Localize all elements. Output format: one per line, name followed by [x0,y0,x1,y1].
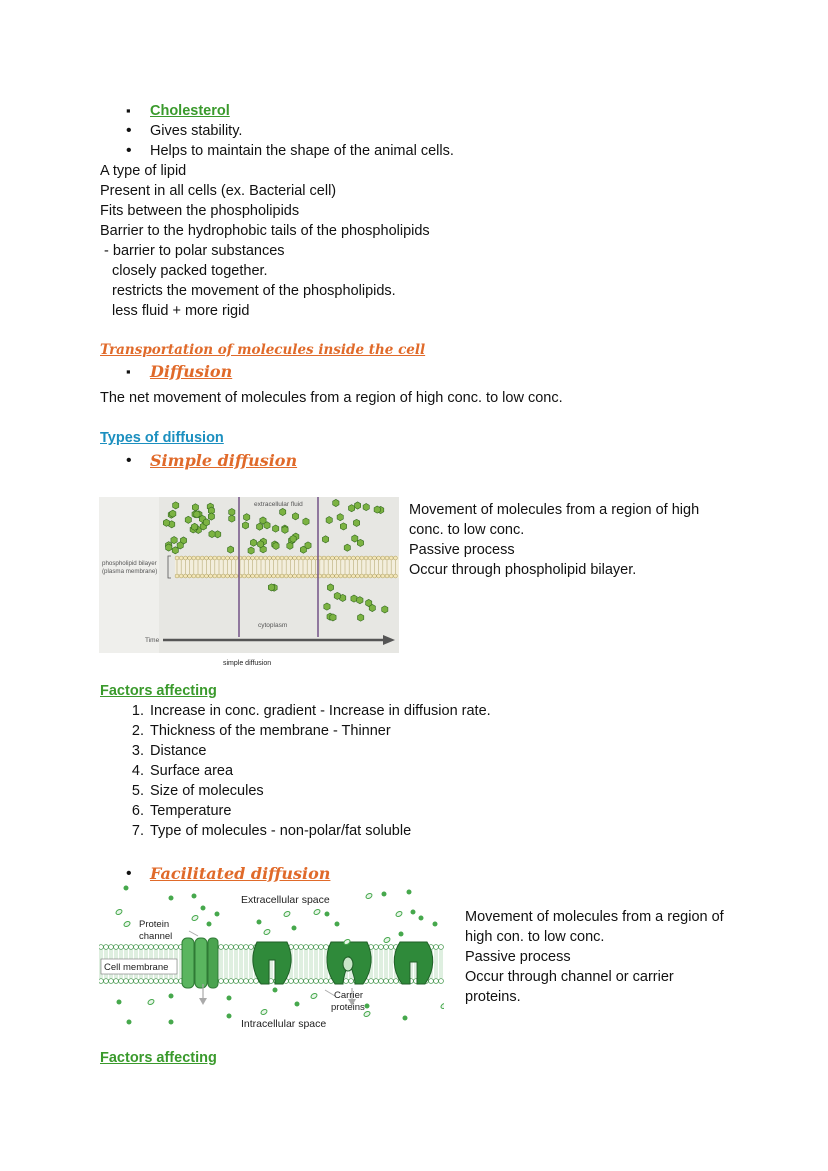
molecule [257,523,263,530]
molecule [169,994,174,999]
diffusion-definition: The net movement of molecules from a region of high conc. to low conc. [100,390,563,406]
molecule [177,542,183,549]
molecule [117,1000,122,1005]
molecule [258,541,264,548]
molecule [283,910,291,917]
molecule [358,614,364,621]
molecule [349,505,355,512]
molecule [203,519,209,526]
text-line: high con. to low conc. [465,929,605,945]
molecule [411,910,416,915]
molecule [399,932,404,937]
molecule [248,547,254,554]
molecule [334,592,340,599]
text-line: Present in all cells (ex. Bacterial cell) [100,183,337,199]
text-line: proteins. [465,989,521,1005]
molecule [191,914,199,921]
molecule [170,510,176,517]
molecule [310,992,318,999]
extracellular-label: extracellular fluid [254,501,303,508]
molecule [326,517,332,524]
molecule [227,1014,232,1019]
molecule [287,542,293,549]
phospholipid-bilayer [175,556,399,578]
molecule [273,542,279,549]
list-item: 6. Temperature [131,803,232,819]
list-item: 1. Increase in conc. gradient - Increase in diffusion rate. [131,703,491,719]
molecule [440,1002,444,1009]
text-line: - barrier to polar substances [100,243,285,259]
text-line: A type of lipid [100,163,187,179]
molecule [433,922,438,927]
molecule [194,511,200,518]
protein-channel-label: Protein [139,919,170,930]
molecule [250,539,256,546]
molecule [273,988,278,993]
protein-channel-label: channel [139,931,173,942]
molecule [163,519,169,526]
molecule [228,546,234,553]
molecule [324,603,330,610]
molecule [147,998,155,1005]
text-line: Passive process [465,949,571,965]
simple-diffusion-heading: • Simple diffusion [150,451,297,472]
molecule [191,523,197,530]
list-item: • Gives stability. [150,121,242,141]
molecule [403,1016,408,1021]
figure-caption: simple diffusion [223,660,272,667]
bilayer-label: phospholipid bilayer [102,560,157,567]
molecule [215,531,221,538]
list-item: 2. Thickness of the membrane - Thinner [131,723,391,739]
molecule [208,513,214,520]
molecule [351,595,357,602]
molecule [171,537,177,544]
molecule [264,522,270,529]
factors-heading: Factors affecting [100,683,217,699]
molecule [382,606,388,613]
molecule [313,908,321,915]
molecule [257,920,262,925]
facilitated-diffusion-figure [99,884,444,1034]
molecule [407,890,412,895]
molecule [290,535,296,542]
carrier-proteins-label: Carrier [334,990,364,1001]
molecule [273,525,279,532]
text-line: Fits between the phospholipids [100,203,300,219]
list-item: 4. Surface area [131,763,234,779]
text-line: conc. to low conc. [409,522,525,538]
molecule [201,906,206,911]
molecule [395,910,403,917]
factors-heading-2: Factors affecting [100,1050,217,1066]
molecule [127,1020,132,1025]
protein-channel [182,938,218,988]
molecule [229,515,235,522]
text-line: closely packed together. [112,263,268,279]
molecule [365,1004,370,1009]
molecule [244,514,250,521]
molecule [330,614,336,621]
molecule [305,542,311,549]
molecule [374,506,380,513]
molecule [172,547,178,554]
text-line: Passive process [409,542,515,558]
molecule [325,912,330,917]
molecule [282,526,288,533]
carrier-proteins-label: proteins [331,1002,365,1013]
text-line: Barrier to the hydrophobic tails of the phospholipids [100,223,430,239]
text-line: Occur through phospholipid bilayer. [409,562,637,578]
molecule [353,519,359,526]
molecule [227,996,232,1001]
molecule [292,926,297,931]
time-label: Time [145,637,160,644]
extracellular-space-label: Extracellular space [241,894,330,906]
molecule [295,1002,300,1007]
molecule [263,928,271,935]
molecule [280,508,286,515]
carrier-protein [394,942,433,984]
simple-diffusion-figure [99,497,399,670]
molecule [185,516,191,523]
molecule [215,912,220,917]
molecule [355,502,361,509]
text-line: Occur through channel or carrier [465,969,674,985]
molecule [166,544,172,551]
molecule [292,513,298,520]
molecule [357,539,363,546]
molecule [229,509,235,516]
molecule [169,896,174,901]
list-item: 5. Size of molecules [131,783,264,799]
bilayer-label: (plasma membrane) [102,568,158,575]
molecule [209,531,215,538]
molecule [173,502,179,509]
intracellular-space-label: Intracellular space [241,1018,327,1030]
text-line: restricts the movement of the phospholipids. [112,283,396,299]
molecule [366,599,372,606]
molecule [337,514,343,521]
molecule [192,894,197,899]
molecule [303,518,309,525]
molecule [382,892,387,897]
molecule [333,499,339,506]
diffusion-heading: ▪ Diffusion [150,362,232,383]
molecule [357,597,363,604]
list-item: 3. Distance [131,743,207,759]
molecule [192,504,198,511]
carrier-protein [327,942,371,984]
molecule [383,936,391,943]
molecule [419,916,424,921]
list-item: • Helps to maintain the shape of the animal cells. [150,141,454,161]
molecule [363,504,369,511]
cholesterol-heading: ▪ Cholesterol [150,101,230,121]
cytoplasm-label: cytoplasm [258,622,288,629]
molecule [268,584,274,591]
molecule [322,536,328,543]
molecule [169,1020,174,1025]
molecule [365,892,373,899]
molecule [123,920,131,927]
text-line: less fluid + more rigid [112,303,250,319]
molecule [207,922,212,927]
list-item: 7. Type of molecules - non-polar/fat soluble [131,823,412,839]
text-line: Movement of molecules from a region of [465,909,724,925]
molecule [340,523,346,530]
molecule [242,522,248,529]
molecule [344,544,350,551]
molecule [124,886,129,891]
types-heading: Types of diffusion [100,430,224,446]
text-line: Movement of molecules from a region of high [409,502,700,518]
molecule [260,1008,268,1015]
transport-heading: Transportation of molecules inside the cell [100,342,426,358]
molecule [335,922,340,927]
molecule [352,535,358,542]
molecule [115,908,123,915]
cell-membrane-label: Cell membrane [104,962,169,973]
molecule [327,584,333,591]
facilitated-diffusion-heading: • Facilitated diffusion [150,864,330,885]
